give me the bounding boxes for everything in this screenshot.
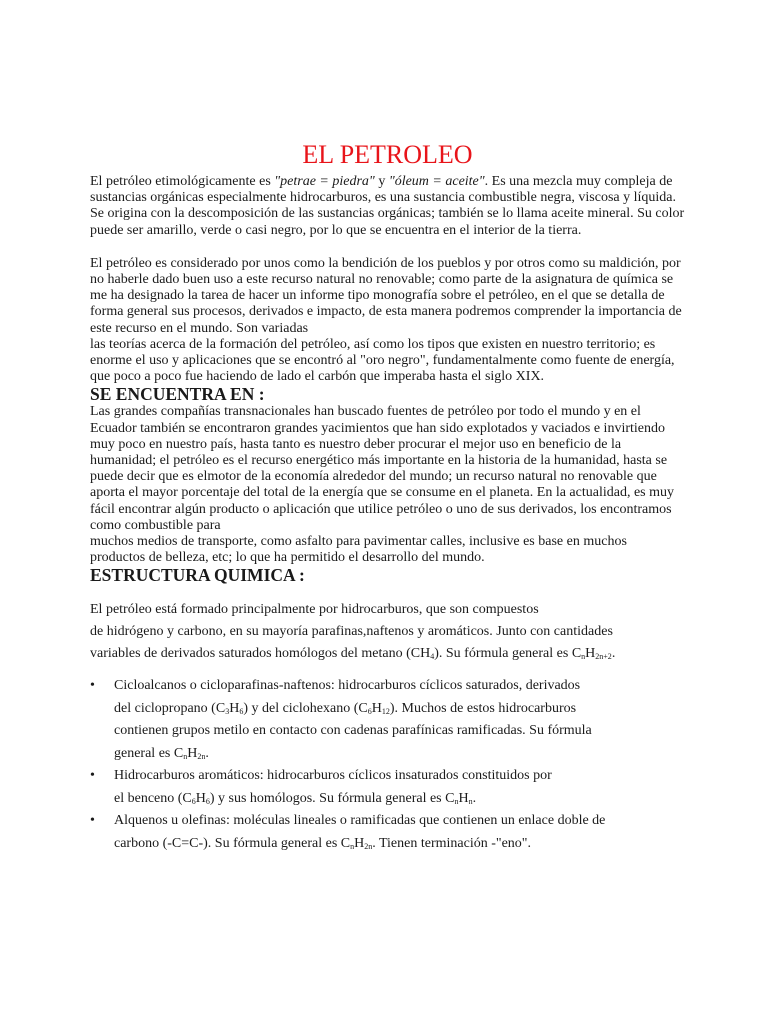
- page-title: EL PETROLEO: [302, 140, 473, 169]
- text-line: .: [472, 790, 477, 806]
- text-line: del ciclopropano (C: [114, 700, 226, 716]
- text-line: . Tienen terminación -"eno".: [372, 835, 532, 851]
- text-line: H: [371, 700, 382, 716]
- document-page: [90, 140, 685, 855]
- subscript: 2n: [364, 841, 373, 851]
- subscript: n: [581, 652, 586, 662]
- subscript: n: [454, 796, 459, 806]
- section1-paragraph-2: muchos medios de transporte, como asfalto para pavimentar calles, inclusive es base en muchos productos de belleza, etc; lo que ha permitido el desarrollo del mundo.: [90, 534, 627, 566]
- intro-paragraph-3: las teorías acerca de la formación del petróleo, así como los tipos que existen en nuestro territorio; es enorme el uso y aplicaciones que se encontró al "oro negro", fundamentalmente como fuente de energía, que poco a poco fue haciendo de lado el carbón que imperaba hasta el siglo XIX.: [90, 336, 675, 385]
- subscript: 3: [225, 706, 230, 716]
- text-line: de hidrógeno y carbono, en su mayoría parafinas,naftenos y aromáticos. Junto con cantidades: [90, 624, 613, 640]
- section-heading-se-encuentra: SE ENCUENTRA EN :: [90, 384, 265, 405]
- subscript: 2n: [197, 751, 206, 761]
- text-line: Alquenos u olefinas: moléculas lineales o ramificadas que contienen un enlace doble de: [114, 813, 606, 829]
- text-line: Hidrocarburos aromáticos: hidrocarburos cíclicos insaturados constituidos por: [114, 768, 552, 784]
- subscript: n: [183, 751, 188, 761]
- intro-text: . Es una mezcla muy compleja de sustancias orgánicas especialmente hidrocarburos, es una sustancia combustible negra, viscosa y líquida. Se origina con la descomposición de las sustancias orgánicas; también se lo llama aceite mineral. Su color puede ser amarillo, verde o casi negro, por lo que se encuentra en el interior de la tierra.: [90, 174, 685, 238]
- text-line: general es C: [114, 745, 184, 761]
- text-line: ). Muchos de estos hidrocarburos: [389, 700, 577, 716]
- subscript: 4: [430, 652, 435, 662]
- subscript: 6: [367, 706, 372, 716]
- list-item: [90, 765, 685, 810]
- section1-paragraph-1: Las grandes compañías transnacionales han buscado fuentes de petróleo por todo el mundo y en el Ecuador también se encontraron grandes yacimientos que han sido explotados y vaciados e invirtiendo muy poco en nuestro país, hasta tanto es nuestro deber procurar el mejor uso en beneficio de la humanidad; el petróleo es el recurso energético más importante en la historia de la humanidad, hasta se puede decir que es elmotor de la economía alrededor del mundo; un recurso natural no renovable que aporta el mayor porcentaje del total de la energía que se consume en el planeta. En la actualidad, es muy fácil encontrar algún producto o aplicación que utilice petróleo o uno de sus derivados, los encontramos como combustible para: [90, 404, 675, 533]
- etymology-oleum: "óleum = aceite": [388, 174, 485, 189]
- subscript: 6: [205, 796, 210, 806]
- text-line: .: [205, 745, 209, 761]
- text-line: H: [229, 700, 240, 716]
- text-line: ) y del ciclohexano (C: [243, 700, 368, 716]
- intro-paragraph-2: El petróleo es considerado por unos como la bendición de los pueblos y por otros como su maldición, por no haberle dado buen uso a este recurso natural no renovable; como parte de la asignatura de química se me ha designado la tarea de hacer un informe tipo monografía sobre el petróleo, en el que se detalla de forma general sus procesos, derivados e impacto, de esta manera podremos comprender la importancia de este recurso en el mundo. Son variadas: [90, 255, 682, 336]
- list-item: [90, 675, 685, 765]
- paragraph-gap: [90, 585, 685, 599]
- text-line: contienen grupos metilo en contacto con cadenas parafínicas ramificadas. Su fórmula: [114, 723, 592, 739]
- text-line: H: [458, 790, 469, 806]
- section2-paragraph: [90, 599, 685, 665]
- etymology-petrae: "petrae = piedra": [274, 174, 375, 189]
- intro-text: El petróleo etimológicamente es: [90, 174, 275, 189]
- intro-paragraph-1: [90, 174, 685, 239]
- text-line: ) y sus homólogos. Su fórmula general es C: [209, 790, 455, 806]
- bullet-list: [90, 675, 685, 855]
- text-line: .: [611, 646, 616, 662]
- text-line: H: [187, 745, 198, 761]
- paragraph-gap: [90, 239, 685, 256]
- text-line: El petróleo está formado principalmente por hidrocarburos, que son compuestos: [90, 602, 539, 618]
- bullet-icon: •: [90, 768, 95, 784]
- bullet-icon: •: [90, 678, 95, 694]
- text-line: Cicloalcanos o cicloparafinas-naftenos: hidrocarburos cíclicos saturados, derivados: [114, 678, 581, 694]
- bullet-icon: •: [90, 813, 95, 829]
- intro-text: y: [374, 174, 389, 189]
- section-heading-estructura: ESTRUCTURA QUIMICA :: [90, 565, 305, 586]
- text-line: H: [585, 646, 596, 662]
- subscript: n: [350, 841, 355, 851]
- subscript: 6: [239, 706, 244, 716]
- subscript: n: [468, 796, 473, 806]
- text-line: H: [354, 835, 365, 851]
- list-item: [90, 810, 685, 855]
- subscript: 6: [191, 796, 196, 806]
- text-line: variables de derivados saturados homólogos del metano (CH: [90, 646, 431, 662]
- text-line: carbono (-C=C-). Su fórmula general es C: [114, 835, 351, 851]
- text-line: el benceno (C: [114, 790, 192, 806]
- subscript: 12: [381, 706, 390, 716]
- text-line: ). Su fórmula general es C: [434, 646, 582, 662]
- text-line: H: [195, 790, 206, 806]
- subscript: 2n+2: [595, 652, 612, 662]
